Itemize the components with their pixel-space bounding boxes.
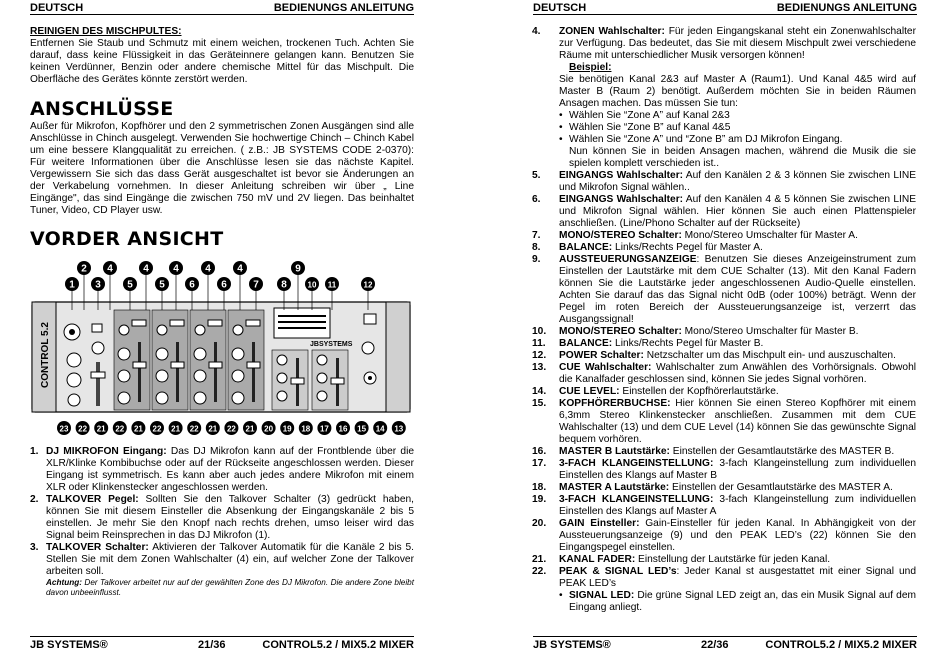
item-text: Mono/Stereo Umschalter für Master A. — [681, 230, 858, 241]
svg-text:21: 21 — [171, 424, 181, 434]
footer-product: CONTROL5.2 / MIX5.2 MIXER — [765, 639, 917, 651]
item-text: Einstellen der Kopfhörerlautstärke. — [619, 386, 779, 397]
list-item — [532, 230, 916, 242]
panel-rack-ear-right — [386, 302, 410, 412]
svg-text:13: 13 — [394, 424, 404, 434]
item-text: Auf den Kanälen 2 & 3 können Sie zwischen LINE und Mikrofon Signal wählen.. — [559, 170, 916, 193]
svg-text:4: 4 — [107, 263, 113, 275]
svg-text:12: 12 — [363, 280, 373, 290]
item-title: KANAL FADER: — [559, 554, 636, 565]
item-number: 22. — [532, 566, 547, 577]
callout-21 — [169, 421, 183, 435]
brand-label: JBSYSTEMS — [310, 341, 353, 348]
note-label: Achtung: — [46, 578, 82, 587]
callout-17 — [317, 421, 331, 435]
list-item — [532, 482, 916, 494]
channel-2 — [114, 310, 150, 410]
power-switch — [364, 314, 376, 324]
svg-text:6: 6 — [221, 279, 227, 291]
item-title: MONO/STEREO Schalter: — [559, 326, 682, 337]
footer-product: CONTROL5.2 / MIX5.2 MIXER — [262, 639, 414, 651]
mic-fader-cap — [91, 372, 105, 378]
svg-text:16: 16 — [338, 424, 348, 434]
svg-text:9: 9 — [295, 263, 301, 275]
item-number: 20. — [532, 518, 547, 529]
item-title: 3-FACH KLANGEINSTELLUNG: — [559, 458, 714, 469]
right-items — [532, 26, 916, 614]
example-block — [532, 62, 916, 110]
svg-text:15: 15 — [357, 424, 367, 434]
item-title: EINGANGS Wahlschalter: — [559, 170, 684, 181]
header-title: BEDIENUNGS ANLEITUNG — [776, 2, 917, 14]
header-language: DEUTSCH — [30, 2, 84, 14]
example-bullet: • Wählen Sie “Zone A” und “Zone B” am DJ Mikrofon Eingang. — [559, 134, 843, 145]
callout-21 — [131, 421, 145, 435]
cleaning-title: REINIGEN DES MISCHPULTES: — [30, 26, 182, 37]
svg-text:20: 20 — [264, 424, 274, 434]
callout-22 — [76, 421, 90, 435]
callout-14 — [373, 421, 387, 435]
item-title: EINGANGS Wahlschalter: — [559, 194, 684, 205]
example-text: Sie benötigen Kanal 2&3 auf Master A (Raum1). Und Kanal 4&5 wird auf Master B (Raum 2) benötigt. Außerdem möchten Sie in beiden Räumen Ansagen machen. Das müssen Sie tun: — [559, 74, 916, 109]
item-title: DJ MIKROFON Eingang: — [46, 446, 167, 457]
footer-page-number: 22/36 — [701, 639, 729, 651]
list-item — [532, 446, 916, 458]
callout-18 — [299, 421, 313, 435]
mic-knob-1 — [67, 353, 81, 367]
svg-text:23: 23 — [59, 424, 69, 434]
item-number: 15. — [532, 398, 547, 409]
list-item — [532, 554, 916, 566]
item-text: : Jeder Kanal st ausgestattet mit einer Signal und PEAK LED’s — [559, 566, 916, 589]
item-text: Mono/Stereo Umschalter für Master B. — [681, 326, 859, 337]
anschluesse-heading: ANSCHLÜSSE — [30, 98, 174, 120]
svg-text:22: 22 — [226, 424, 236, 434]
callout-22 — [150, 421, 164, 435]
example-bullet: • Wählen Sie “Zone B” auf Kanal 4&5 — [559, 122, 731, 133]
mic-knob-2 — [67, 373, 81, 387]
callout-22 — [224, 421, 238, 435]
list-item — [532, 386, 916, 398]
svg-text:6: 6 — [189, 279, 195, 291]
svg-text:22: 22 — [78, 424, 88, 434]
svg-text:21: 21 — [208, 424, 218, 434]
example-after: Nun können Sie in beiden Ansagen machen, während die Musik die sie spielen komplett verschieden ist.. — [569, 146, 916, 169]
list-item — [30, 446, 414, 494]
svg-text:22: 22 — [152, 424, 162, 434]
item-number: 17. — [532, 458, 547, 469]
item-title: TALKOVER Pegel: — [46, 494, 139, 505]
svg-text:21: 21 — [133, 424, 143, 434]
item-text: : Benutzen Sie dieses Anzeigeinstrument zum Einstellen der Lautstärke mit dem CUE Schalter (13). Mit den Kanal Fadern können Sie die Lautstärke jeder angeschlossenen Audio-Quelle einstellen. Achten Sie darauf das das Signal nicht 0dB (oder 100%) beträgt. Wenn der Pegel im roten Bereich der Aussteuerungsanzeige ist, verzerrt das Ausgangssignal! — [559, 254, 916, 325]
list-item — [532, 566, 916, 590]
svg-text:10: 10 — [307, 280, 317, 290]
left-items — [30, 446, 414, 598]
callout-22 — [113, 421, 127, 435]
list-item — [532, 398, 916, 446]
item-title: CUE Wahlschalter: — [559, 362, 652, 373]
svg-text:5: 5 — [159, 279, 165, 291]
item-number: 7. — [532, 230, 541, 241]
signal-led-item: • SIGNAL LED: Die grüne Signal LED zeigt an, das ein Musik Signal auf dem Eingang anliegt. — [559, 590, 916, 613]
list-item — [532, 494, 916, 518]
channel-5 — [228, 310, 264, 410]
item-title: BALANCE: — [559, 338, 613, 349]
list-item: 4. ZONEN Wahlschalter: Für jeden Eingangskanal steht ein Zonenwahlschalter zur Verfügung. Das bedeutet, das Sie mit diesem Mischpult zwei verschiedene Räume mit unterschiedlicher Musik versorgen können! — [532, 26, 916, 61]
item-number: 13. — [532, 362, 547, 373]
list-item — [532, 194, 916, 230]
callout-15 — [355, 421, 369, 435]
item-title: GAIN Einsteller: — [559, 518, 640, 529]
item-number: 9. — [532, 254, 541, 265]
mic-fader-track — [96, 362, 100, 406]
item-title: POWER Schalter: — [559, 350, 644, 361]
item-title: AUSSTEUERUNGSANZEIGE — [559, 254, 697, 265]
item-title: PEAK & SIGNAL LED’s — [559, 566, 677, 577]
list-item — [532, 458, 916, 482]
header-language: DEUTSCH — [533, 2, 587, 14]
list-item — [532, 338, 916, 350]
callout-16 — [336, 421, 350, 435]
note-text: Der Talkover arbeitet nur auf der gewählten Zone des DJ Mikrofon. Die andere Zone bleibt davon unbeeinflusst. — [46, 578, 414, 597]
svg-text:11: 11 — [327, 280, 337, 290]
header-title: BEDIENUNGS ANLEITUNG — [273, 2, 414, 14]
channel-3 — [152, 310, 188, 410]
item-number: 19. — [532, 494, 547, 505]
item-text: Einstellung der Lautstärke für jeden Kanal. — [635, 554, 831, 565]
callout-21 — [94, 421, 108, 435]
cleaning-text: Entfernen Sie Staub und Schmutz mit einem weichen, trockenen Tuch. Achten Sie darauf, dass keine Flüssigkeit in das Geräteinnere gelangen kann. Benutzen Sie keinen Verdünner, Benzin oder andere chemische Mittel für das Mischpult. Die Oberfläche des Gerätes könnte zerstört werden. — [30, 38, 414, 85]
mic-gain-knob — [92, 342, 104, 354]
item-title: 3-FACH KLANGEINSTELLUNG: — [559, 494, 714, 505]
item-number: 21. — [532, 554, 547, 565]
svg-text:14: 14 — [375, 424, 385, 434]
footer-brand: JB SYSTEMS® — [30, 639, 108, 651]
item-text: Links/Rechts Pegel für Master A. — [612, 242, 763, 253]
list-item — [532, 350, 916, 362]
callout-20 — [262, 421, 276, 435]
svg-text:21: 21 — [96, 424, 106, 434]
item-text: Aktivieren der Talkover Automatik für die Kanäle 2 bis 5. Stellen Sie mit dem Zonen Wahlschalter (4) ein, auf welcher Zone der Talkover arbeiten soll. — [46, 542, 414, 577]
svg-text:1: 1 — [69, 279, 75, 291]
callout-23 — [57, 421, 71, 435]
item-number: 6. — [532, 194, 541, 205]
item-text: Links/Rechts Pegel für Master B. — [612, 338, 764, 349]
svg-text:4: 4 — [143, 263, 149, 275]
list-item — [532, 518, 916, 554]
item-text: Wahlschalter zum Anwählen des Vorhörsignals. Obwohl die Kanalfader geschlossen sind, können Sie jedes Signal vorhören. — [559, 362, 917, 385]
list-item — [532, 326, 916, 338]
item-title: CUE LEVEL: — [559, 386, 620, 397]
item-text: Einstellen der Gesamtlautstärke des MASTER B. — [669, 446, 895, 457]
footer-brand: JB SYSTEMS® — [533, 639, 611, 651]
item-text: Einstellen der Gesamtlautstärke des MASTER A. — [669, 482, 893, 493]
anschluesse-text: Außer für Mikrofon, Kopfhörer und den 2 symmetrischen Zonen Ausgängen sind alle Anschlüsse in Chinch ausgelegt. Verwenden Sie hochwertige Chinch – Chinch Kabel um eine bessere Klangqualität zu erreichen. ( z.B.: JB SYSTEMS CODE 2-0370): Für weitere Informationen über die Anschlüsse lesen sie das nächste Kapitel. Vergewissern Sie sich das dass Gerät ausgeschaltet ist bevor sie Änderungen an der Verkabelung vornehmen. In dieser Anleitung schreiben wir über „ Line Eingänge", das sind Eingänge die zwischen 750 mV und 2V liegen. Das beinhaltet Tuner, Video, CD Player usw. — [30, 121, 414, 216]
svg-text:21: 21 — [245, 424, 255, 434]
device-label: CONTROL 5.2 — [40, 322, 51, 388]
vorder-heading: VORDER ANSICHT — [30, 228, 224, 250]
channel-4 — [190, 310, 226, 410]
item-number: 5. — [532, 170, 541, 181]
callout-13 — [392, 421, 406, 435]
cue-knob — [362, 342, 374, 354]
item-number: 11. — [532, 338, 546, 349]
example-label: Beispiel: — [569, 62, 612, 73]
item-text: 3-fach Klangeinstellung zum individuellen Einstellen des Klangs auf Master B — [559, 458, 916, 481]
item-number: 16. — [532, 446, 547, 457]
svg-text:4: 4 — [173, 263, 179, 275]
item-title: MASTER B Lautstärke: — [559, 446, 670, 457]
item-text: Das DJ Mikrofon kann auf der Frontblende über die XLR/Klinke Kombibuchse oder auf der Rückseite angeschlossen werden. Dieser Eingang ist symmetrisch. Es kann aber auch jedes andere Mikrofon mit einem XLR oder Klinkenstecker angeschlossen werden. — [46, 446, 415, 493]
item-number: 1. — [30, 446, 39, 457]
svg-text:19: 19 — [282, 424, 292, 434]
svg-text:4: 4 — [237, 263, 243, 275]
svg-text:5: 5 — [127, 279, 133, 291]
callout-22 — [187, 421, 201, 435]
item-number: 14. — [532, 386, 547, 397]
callout-21 — [206, 421, 220, 435]
page-header — [533, 2, 917, 15]
item-number: 12. — [532, 350, 547, 361]
item-number: 8. — [532, 242, 541, 253]
svg-text:4: 4 — [205, 263, 211, 275]
front-panel-diagram — [28, 258, 418, 438]
page-footer — [533, 636, 917, 651]
item-text: Gain-Einsteller für jeden Kanal. In Abhängigkeit von der Aussteuerungsanzeige (9) und den PEAK LED’s (22) können Sie den Eingangspegel einstellen. — [559, 518, 916, 553]
item-title: TALKOVER Schalter: — [46, 542, 149, 553]
callouts-bottom — [57, 421, 406, 435]
list-item — [532, 254, 916, 326]
item-text: Netzschalter um das Mischpult ein- und auszuschalten. — [643, 350, 896, 361]
callout-19 — [280, 421, 294, 435]
item-title: MASTER A Lautstärke: — [559, 482, 670, 493]
talkover-note — [30, 578, 414, 598]
item-text: Sollten Sie den Talkover Schalter (3) gedrückt haben, können Sie mit diesem Einsteller die Absenkung der Eingangskanäle 2 bis 5 einstellen. Je mehr Sie den Knopf nach rechts drehen, umso leiser wird das Signal beim Reinsprechen in das DJ Mikrofon (1). — [46, 494, 414, 541]
item-title: MONO/STEREO Schalter: — [559, 230, 682, 241]
item-number: 3. — [30, 542, 39, 553]
svg-text:7: 7 — [253, 279, 259, 291]
item-text: Auf den Kanälen 4 & 5 können Sie zwischen LINE und Mikrofon Signal wählen. Hier können Sie auch einen Plattenspieler anschließen. (Line/Phono Schalter auf der Rückseite) — [559, 194, 916, 229]
mic-knob-3 — [68, 394, 80, 406]
svg-text:18: 18 — [301, 424, 311, 434]
svg-text:8: 8 — [281, 279, 287, 291]
item-text: Hier können Sie einen Stereo Kopfhörer mit einem 6,3mm Stereo Klinkenstecker anschließen. Zusammen mit dem CUE Wahlschalter (13) und dem CUE Level (14) können Sie das gewünschte Signal bequem vorhören. — [559, 398, 916, 445]
list-item — [532, 242, 916, 254]
item-title: KOPFHÖRERBUCHSE: — [559, 398, 671, 409]
talkover-switch — [92, 324, 102, 332]
svg-text:17: 17 — [319, 424, 329, 434]
svg-text:22: 22 — [115, 424, 125, 434]
item-title: BALANCE: — [559, 242, 613, 253]
list-item — [532, 170, 916, 194]
item-number: 2. — [30, 494, 39, 505]
list-item — [532, 362, 916, 386]
footer-page-number: 21/36 — [198, 639, 226, 651]
svg-text:3: 3 — [95, 279, 101, 291]
svg-text:2: 2 — [81, 263, 87, 275]
example-bullet: • Wählen Sie “Zone A” auf Kanal 2&3 — [559, 110, 730, 121]
list-item — [30, 542, 414, 578]
item-text: 3-fach Klangeinstellung zum individuellen Einstellen des Klangs auf Master A — [559, 494, 916, 517]
item-number: 10. — [532, 326, 547, 337]
item-number: 18. — [532, 482, 547, 493]
cleaning-section — [30, 26, 414, 86]
svg-text:22: 22 — [189, 424, 199, 434]
callout-21 — [243, 421, 257, 435]
page-header — [30, 2, 414, 15]
list-item — [30, 494, 414, 542]
